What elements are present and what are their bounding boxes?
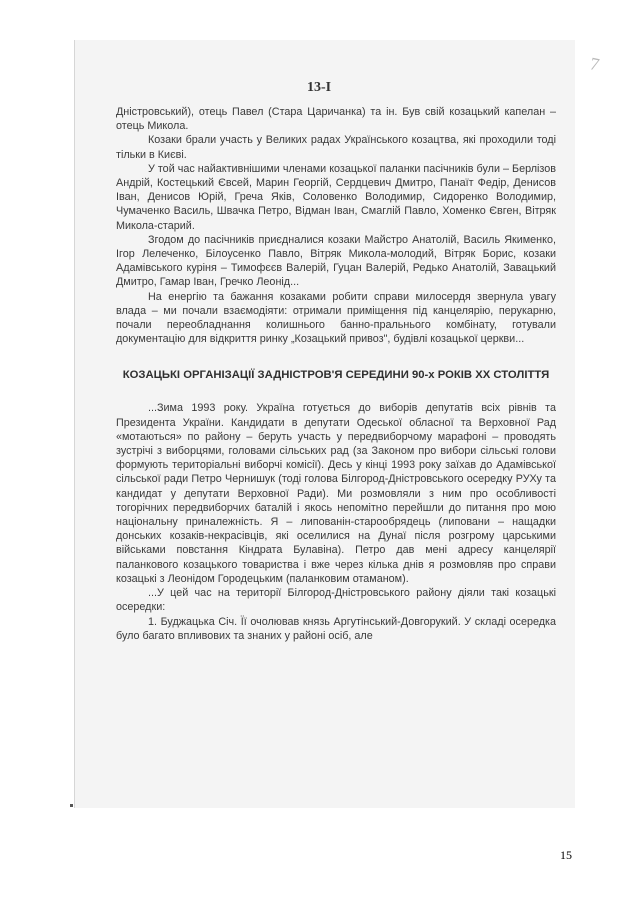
page-number: 15 [560, 848, 572, 862]
page-stamp: 13-I [306, 80, 332, 95]
paragraph: ...У цей час на території Білгород-Дністровського району діяли такі козацькі осередки: [116, 587, 556, 614]
margin-tick [70, 804, 73, 807]
paragraph: У той час найактивнішими членами козацької паланки пасічників були – Берлізов Андрій, Костецький Євсей, Марин Георгій, Сердцевич Дмитро, Панаїт Федір, Денисов Іван, Денисов Юрій, Греча Яків, Соловенко Володимир, Сидоренко Володимир, Чумаченко Василь, Швачка Петро, Відман Іван, Смаглій Павло, Хоменко Євген, Вітряк Микола-старий. [116, 162, 556, 232]
section-heading: КОЗАЦЬКІ ОРГАНІЗАЦІЇ ЗАДНІСТРОВ'Я СЕРЕДИНИ 90-х РОКІВ ХХ СТОЛІТТЯ [122, 369, 550, 382]
paragraph: Згодом до пасічників приєдналися козаки Майстро Анатолій, Василь Якименко, Ігор Лелеченко, Білоусенко Павло, Вітряк Микола-молодий, Вітряк Борис, козаки Адамівського куріня – Тимофєєв Валерій, Гуцан Валерій, Редько Анатолій, Завацький Дмитро, Гамар Іван, Гречко Леонід... [116, 233, 556, 289]
corner-handwritten-mark: 7 [588, 53, 602, 75]
paragraph: 1. Буджацька Січ. Її очолював князь Аргутінський-Довгорукий. У складі осередка було багато впливових та знаних у районі осіб, але [116, 615, 556, 642]
paragraph: На енергію та бажання козаками робити справи милосердя звернула увагу влада – ми почали взаємодіяти: отримали приміщення під канцелярію, перукарню, почали переобладнання колишнього банно-пральнього комбінату, готували документацію для відкриття ринку „Козацький привоз", будівлі козацької церкви... [116, 290, 556, 346]
document-body [116, 105, 556, 643]
paragraph: ...Зима 1993 року. Україна готується до виборів депутатів всіх рівнів та Президента України. Кандидати в депутати Одеської обласної та Верховної Рад «мотаються» по району – беруть участь у передвиборчому марафоні – проводять зустрічі з виборцями, головами сільських рад (за Законом про вибори сільські голови формують територіальні виборчі комісії). Десь у кінці 1993 року заїхав до Адамівської сільської ради Петро Чернишук (тоді голова Білгород-Дністровського осередку РУХу та кандидат у депутати Верховної Ради). Ми розмовляли з ним про особливості тогорічних передвиборчих баталій і якось непомітно перейшли до питання про мою національну приналежність. Я – липованін-старообрядець (липовани – нащадки донських козаків-некрасівців, які оселилися на Дунаї після розгрому царськими військами повстання Кіндрата Булавіна). Петро дав мені адресу канцелярії паланкового козацького товариства і вже через кілька днів я розмовляв про справи козацькі з Леонідом Городецьким (паланковим отаманом). [116, 402, 556, 585]
paragraph: Дністровський), отець Павел (Стара Царичанка) та ін. Був свій козацький капелан – отець Микола. [116, 106, 556, 133]
paragraph: Козаки брали участь у Великих радах Українського козацтва, які проходили тоді тільки в Києві. [116, 134, 556, 161]
